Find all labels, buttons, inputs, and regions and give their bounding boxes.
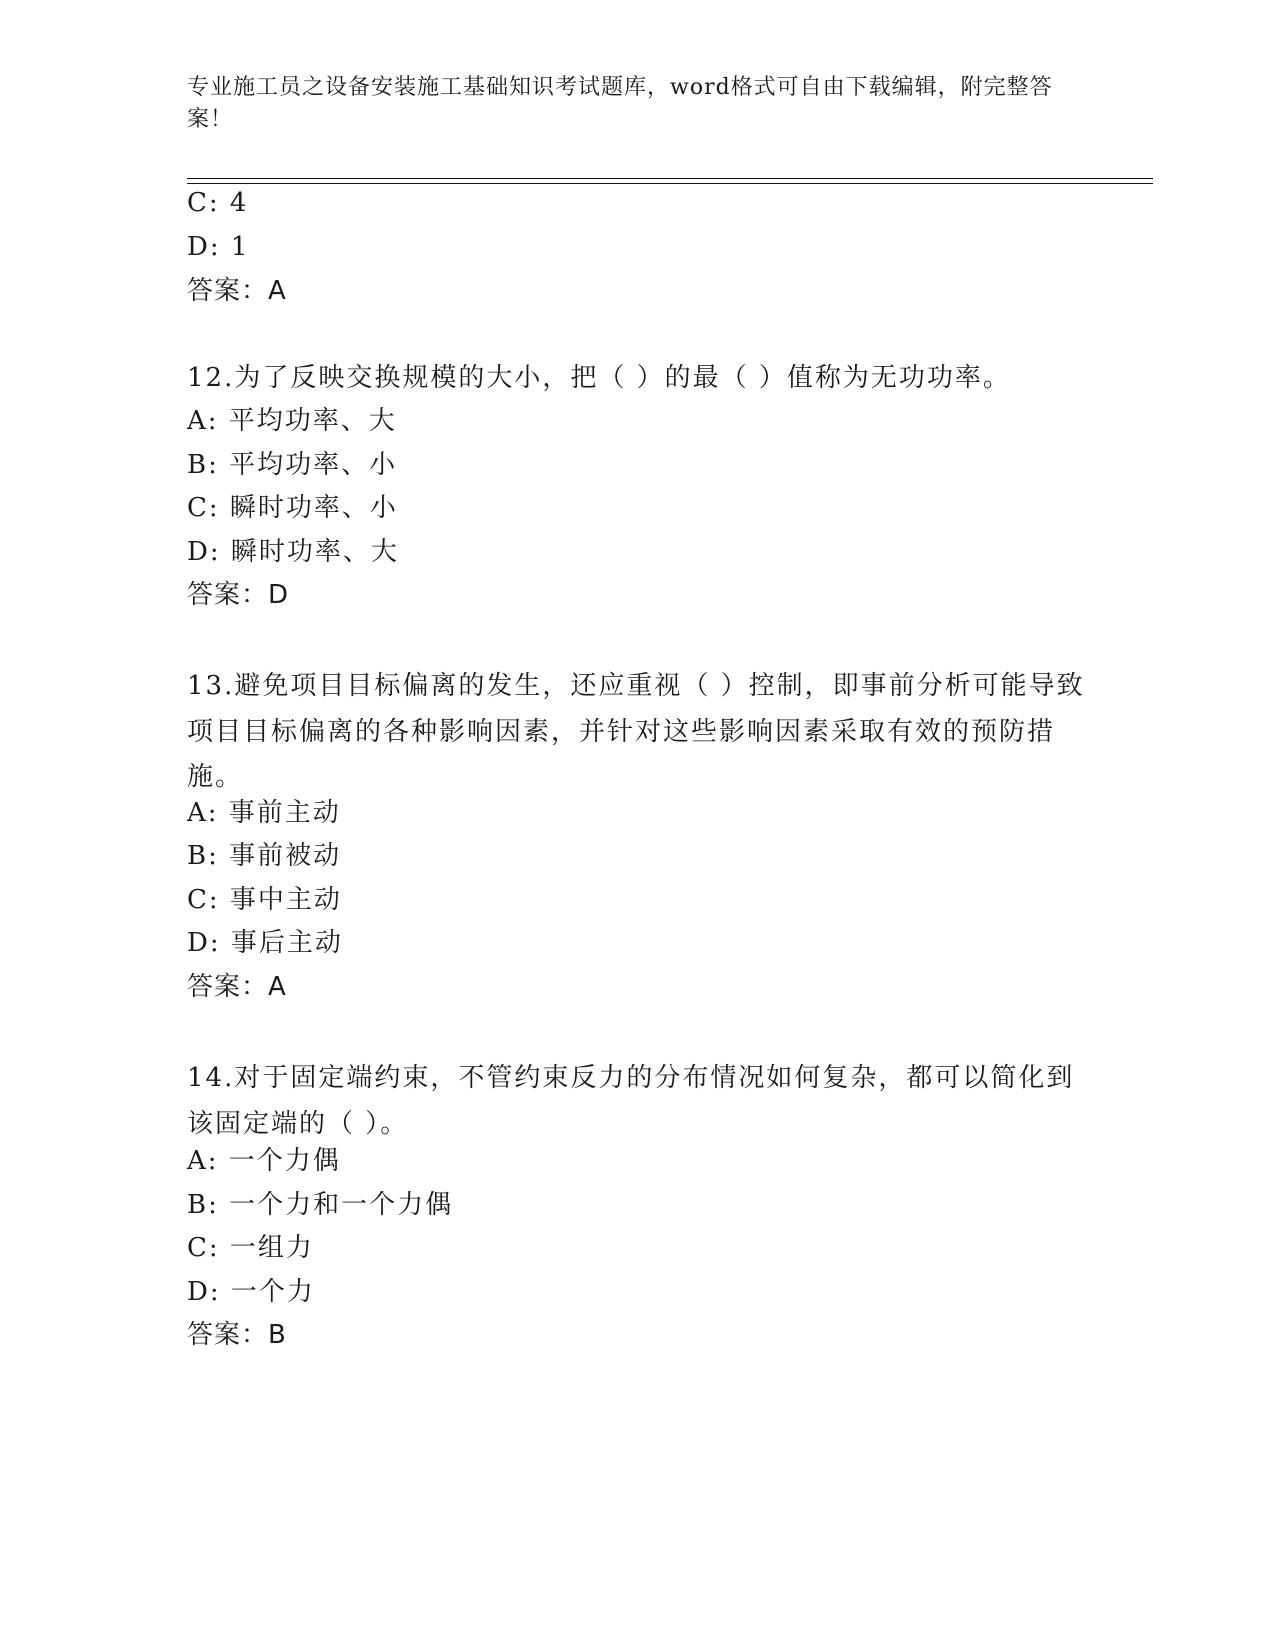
- question-12-text: 12.为了反映交换规模的大小，把（ ）的最（ ）值称为无功功率。: [187, 363, 1011, 393]
- question-13-answer: 答案：A: [187, 972, 287, 1002]
- question-14-text: 14.对于固定端约束，不管约束反力的分布情况如何复杂，都可以简化到该固定端的（ ）。: [187, 1063, 1075, 1139]
- document-header: 专业施工员之设备安装施工基础知识考试题库，word格式可自由下载编辑，附完整答案！: [187, 75, 1053, 132]
- answer: 答案：A: [187, 276, 287, 306]
- question-13-option-a: A: 事前主动: [187, 798, 341, 828]
- question-14-option-a: A: 一个力偶: [187, 1146, 341, 1176]
- question-13-text: 13.避免项目目标偏离的发生，还应重视（ ）控制，即事前分析可能导致项目目标偏离的各种影响因素，并针对这些影响因素采取有效的预防措施。: [187, 671, 1085, 792]
- question-12-option-b: B: 平均功率、小: [187, 450, 398, 480]
- question-12-option-c: C: 瞬时功率、小: [187, 493, 398, 523]
- question-13-option-d: D: 事后主动: [187, 928, 343, 958]
- question-12-answer: 答案：D: [187, 580, 290, 610]
- question-14-answer: 答案：B: [187, 1320, 287, 1350]
- question-13-option-b: B: 事前被动: [187, 841, 342, 871]
- question-13-option-c: C: 事中主动: [187, 885, 342, 915]
- option-c: C: 4: [187, 188, 249, 218]
- question-14-option-d: D: 一个力: [187, 1277, 315, 1307]
- header-rule-top: [187, 178, 1153, 179]
- question-14-option-b: B: 一个力和一个力偶: [187, 1190, 454, 1220]
- question-12-option-d: D: 瞬时功率、大: [187, 537, 399, 567]
- question-12-option-a: A: 平均功率、大: [187, 406, 397, 436]
- option-d: D: 1: [187, 232, 250, 262]
- question-14-option-c: C: 一组力: [187, 1233, 314, 1263]
- header-rule-bottom: [187, 183, 1153, 184]
